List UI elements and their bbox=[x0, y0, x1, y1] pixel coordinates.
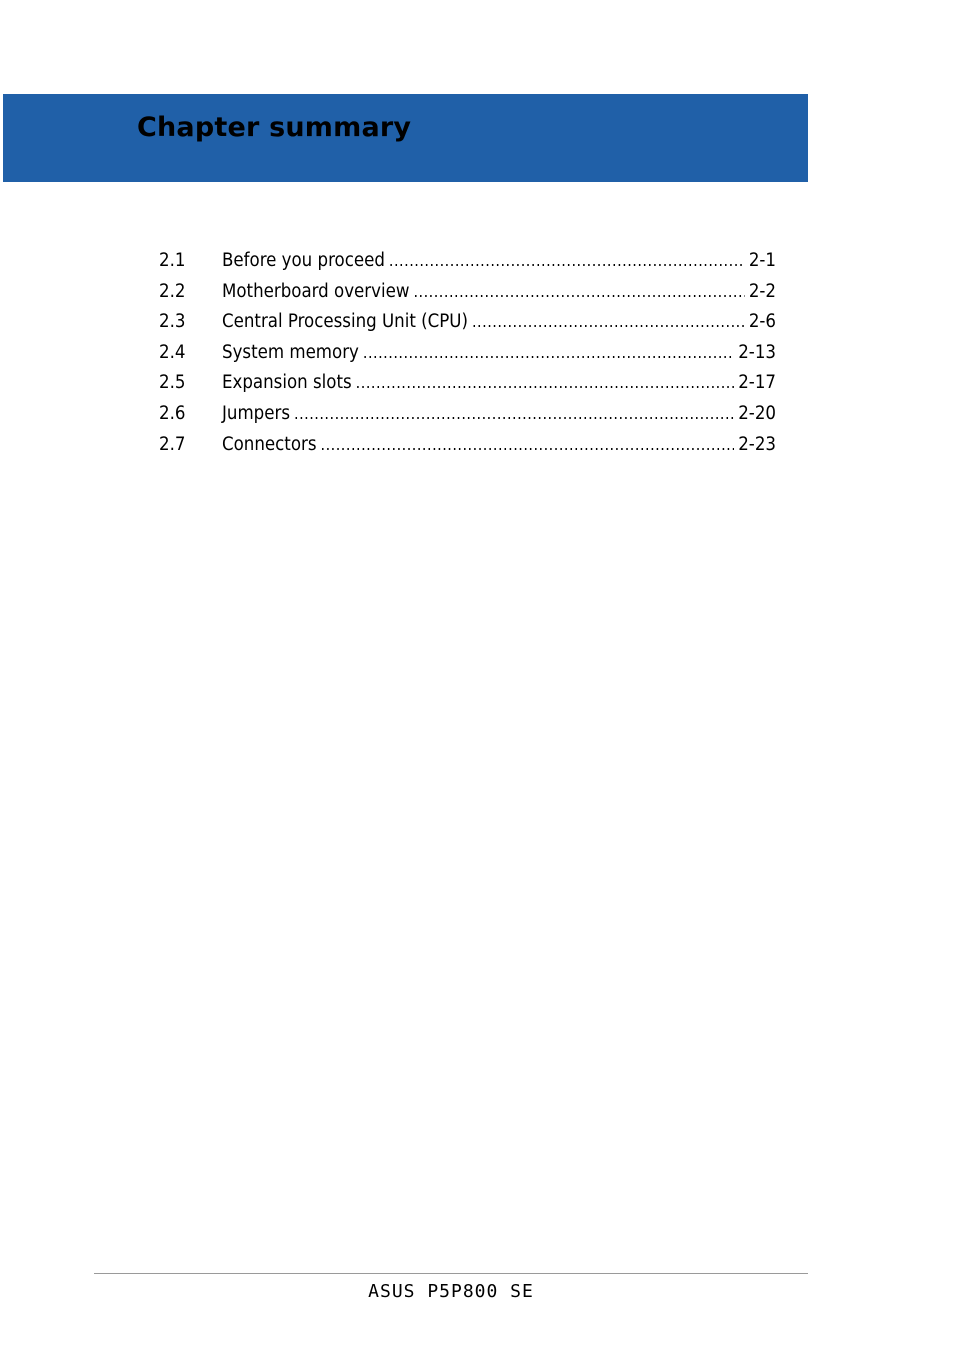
toc-entry[interactable] bbox=[159, 372, 776, 403]
toc-leader-dots bbox=[363, 343, 734, 362]
footer-divider bbox=[94, 1273, 808, 1274]
toc-entry-page: 2-17 bbox=[738, 372, 776, 394]
toc-entry-number: 2.2 bbox=[159, 280, 186, 302]
toc-entry-number: 2.3 bbox=[159, 311, 186, 333]
toc-entry-number: 2.4 bbox=[159, 341, 186, 363]
toc-entry-number: 2.5 bbox=[159, 372, 186, 394]
toc-entry-title: Before you proceed bbox=[222, 250, 385, 271]
table-of-contents bbox=[159, 250, 776, 464]
toc-entry[interactable] bbox=[159, 281, 776, 312]
toc-entry-page: 2-23 bbox=[738, 433, 776, 455]
toc-leader-dots bbox=[294, 404, 734, 423]
toc-entry[interactable] bbox=[159, 250, 776, 281]
toc-leader-dots bbox=[413, 282, 744, 301]
toc-entry-title: System memory bbox=[222, 341, 359, 363]
toc-entry[interactable] bbox=[159, 342, 776, 373]
toc-leader-dots bbox=[389, 251, 745, 270]
toc-entry-title: Expansion slots bbox=[222, 372, 352, 394]
toc-entry-number: 2.6 bbox=[159, 402, 186, 424]
toc-entry-page: 2-20 bbox=[738, 402, 776, 424]
toc-entry-page: 2-13 bbox=[738, 341, 776, 363]
toc-entry-page: 2-2 bbox=[748, 280, 776, 302]
toc-entry-title: Central Processing Unit (CPU) bbox=[222, 311, 468, 333]
toc-leader-dots bbox=[356, 373, 735, 392]
footer-product-name: ASUS P5P800 SE bbox=[368, 1281, 534, 1302]
toc-entry-title: Connectors bbox=[222, 433, 317, 455]
toc-leader-dots bbox=[321, 435, 735, 454]
toc-entry[interactable] bbox=[159, 311, 776, 342]
toc-entry-title: Jumpers bbox=[222, 402, 290, 424]
toc-entry-page: 2-6 bbox=[748, 311, 776, 333]
toc-entry[interactable] bbox=[159, 434, 776, 465]
toc-entry-page: 2-1 bbox=[748, 250, 776, 271]
toc-entry-title: Motherboard overview bbox=[222, 280, 410, 302]
chapter-title: Chapter summary bbox=[137, 112, 412, 143]
toc-entry-number: 2.7 bbox=[159, 433, 186, 455]
toc-entry-number: 2.1 bbox=[159, 250, 186, 271]
toc-entry[interactable] bbox=[159, 403, 776, 434]
toc-leader-dots bbox=[472, 312, 745, 331]
